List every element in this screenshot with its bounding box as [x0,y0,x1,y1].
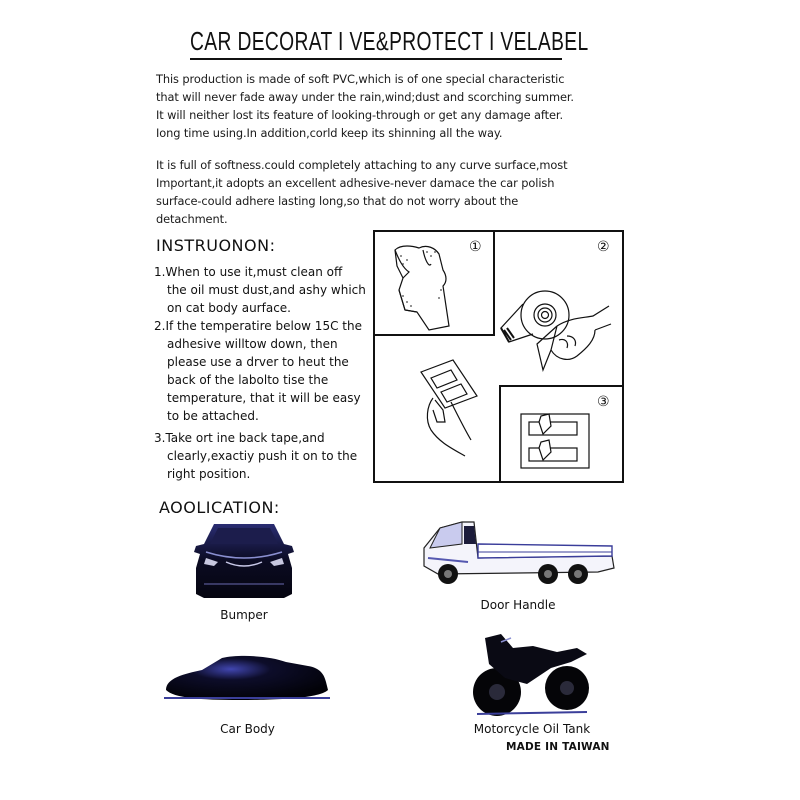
text-line: Iong time using.In addition,corld keep its shinning all the way. [156,126,503,140]
step-line: to be attached. [167,409,259,423]
application-heading: AOOLICATION: [159,498,280,517]
text-line: It is full of softness.could completely attaching to any curve surface,most [156,158,568,172]
step-line: 3.Take ort ine back tape,and [154,431,325,445]
step-line: on cat body aurface. [167,301,291,315]
step-marker-1: ① [469,239,482,255]
application-label: Motorcycle Oil Tank [473,722,591,736]
application-label: Door Handle [480,598,556,612]
text-line: This production is made of soft PVC,which is of one special characteristic [156,72,565,86]
car-side-image [160,650,335,710]
application-item-door-handle [418,512,618,612]
diagram-panel-1 [374,231,494,335]
text-line: that will never fade away under the rain,wind;dust and scorching summer. [156,90,574,104]
text-line: It will neither lost its feature of looking-through or get any damage after. [156,108,563,122]
diagram-panel-3 [500,386,623,482]
instruction-diagram [373,230,627,484]
diagram-panel-hold-label [421,360,477,456]
made-in-label: MADE IN TAIWAN [506,741,610,753]
car-front-image [184,518,304,604]
motorcycle-image [467,628,597,718]
text-line: Important,it adopts an excellent adhesive-never damace the car polish [156,176,555,190]
instruction-step-3 [154,429,372,483]
application-item-bumper [184,518,304,622]
instruction-step-2 [154,317,372,425]
title-underline [190,58,562,60]
truck-image [418,512,618,594]
step-line: please use a drver to heut the [167,355,349,369]
text-line: detachment. [156,212,228,226]
step-line: clearly,exactiy push it on to the [167,449,358,463]
step-line: 2.If the temperatire below 15C the [154,319,362,333]
step-line: right position. [167,467,251,481]
instruction-steps [154,263,372,483]
step-marker-3: ③ [597,394,610,410]
instructions-heading: INSTRUONON: [156,236,276,255]
step-marker-2: ② [597,239,610,255]
application-label: Bumper [220,608,268,622]
application-item-motorcycle-oil-tank [448,628,616,736]
diagram-panel-2 [501,239,611,370]
step-line: temperature, that it will be easy [167,391,361,405]
step-line: the oil must dust,and ashy which [167,283,366,297]
description-paragraph-2 [156,156,626,228]
step-line: back of the labolto tise the [167,373,329,387]
instruction-step-1 [154,263,372,317]
step-line: 1.When to use it,must clean off [154,265,343,279]
step-line: adhesive willtow down, then [167,337,338,351]
description-paragraph-1 [156,70,626,142]
application-label: Car Body [220,722,275,736]
text-line: surface-could adhere lasting long,so that do not worry about the [156,194,519,208]
page-title: CAR DECORAT I VE&PROTECT I VELABEL [190,26,589,56]
application-item-car-body [160,650,335,736]
